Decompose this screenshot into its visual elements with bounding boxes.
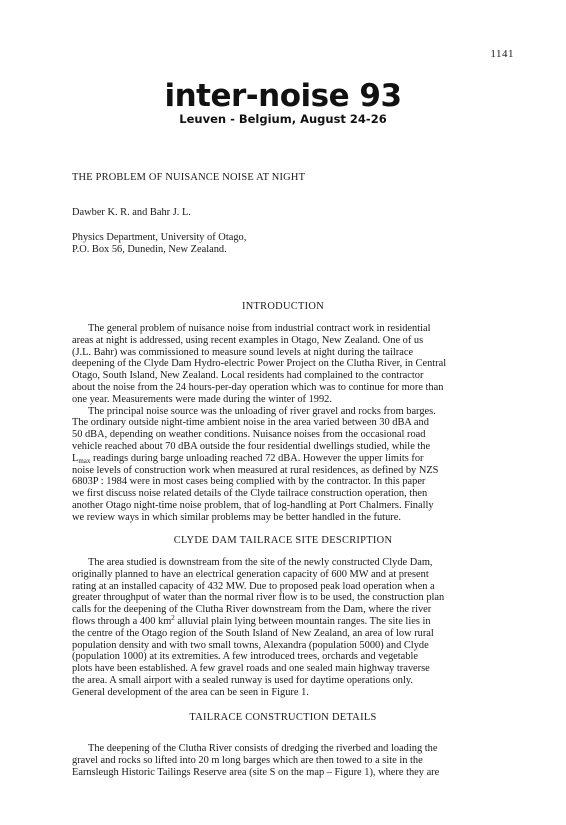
text-line: 50 dBA, depending on weather conditions. Nuisance noises from the occasional road — [72, 429, 426, 441]
text-line: we first discuss noise related details of the Clyde tailrace construction operation, then — [72, 488, 428, 500]
text-line: gravel and rocks so lifted into 20 m long barges which are then towed to a site in the — [72, 754, 423, 766]
lmax-subscript: max — [78, 456, 91, 465]
text-line: The principal noise source was the unloading of river gravel and rocks from barges. — [88, 405, 436, 417]
text-line: another Otago night-time noise problem, that of log-handling at Port Chalmers. Finally — [72, 499, 434, 511]
text-line: The ordinary outside night-time ambient noise in the area varied between 30 dBA and — [72, 417, 429, 429]
text-line: General development of the area can be seen in Figure 1. — [72, 686, 309, 698]
paper-authors: Dawber K. R. and Bahr J. L. — [72, 207, 191, 218]
text-line: greater throughput of water than the normal river flow is to be used, the construction plan — [72, 592, 445, 604]
text-line: one year. Measurements were made during the winter of 1992. — [72, 393, 332, 405]
text-line: (J.L. Bahr) was commissioned to measure sound levels at night during the tailrace — [72, 346, 414, 358]
text-line: originally planned to have an electrical generation capacity of 600 MW and at present — [72, 568, 429, 580]
text-line: rating at an installed capacity of 432 MW. Due to proposed peak load operation when a — [72, 580, 435, 592]
section-heading-tailrace: TAILRACE CONSTRUCTION DETAILS — [189, 712, 377, 723]
text-line: (population 1000) at its extremities. A few introduced trees, orchards and vegetable — [72, 651, 418, 663]
text-line: plots have been established. A few gravel roads and one sealed main highway traverse — [72, 663, 430, 675]
introduction-body — [72, 323, 492, 524]
affiliation-line: Physics Department, University of Otago, — [72, 232, 247, 243]
text-line-lmax — [72, 453, 492, 465]
text-line: about the noise from the 24 hours-per-day operation which was to continue for more than — [72, 381, 444, 393]
text-line-rest: alluvial plain lying between mountain ranges. The site lies in — [174, 615, 431, 627]
conference-subtitle: Leuven - Belgium, August 24-26 — [179, 112, 387, 126]
conference-logo: inter-noise 93 — [164, 78, 402, 114]
km2-superscript: 2 — [171, 613, 175, 622]
text-line: deepening of the Clyde Dam Hydro-electric Power Project on the Clutha River, in Central — [72, 358, 447, 370]
text-line: The general problem of nuisance noise from industrial contract work in residential — [88, 323, 431, 334]
site-body — [72, 557, 492, 699]
lmax-symbol: L — [72, 452, 79, 464]
text-line-start: flows through a 400 km — [72, 615, 172, 627]
text-line: calls for the deepening of the Clutha River downstream from the Dam, where the river — [72, 604, 432, 616]
paper-title: THE PROBLEM OF NUISANCE NOISE AT NIGHT — [72, 172, 306, 183]
paper-affiliation — [72, 232, 492, 257]
section-heading-site: CLYDE DAM TAILRACE SITE DESCRIPTION — [173, 535, 393, 546]
text-line: Earnsleugh Historic Tailings Reserve area (site S on the map – Figure 1), where they are — [72, 766, 440, 778]
affiliation-line: P.O. Box 56, Dunedin, New Zealand. — [72, 244, 227, 256]
text-line-km2 — [72, 613, 492, 628]
text-line: the centre of the Otago region of the South Island of New Zealand, an area of low rural — [72, 627, 434, 639]
text-line-rest: readings during barge unloading reached 72 dBA. However the upper limits for — [90, 452, 424, 464]
page-number: 1141 — [490, 48, 514, 60]
tailrace-body — [72, 743, 492, 778]
text-line: Otago, South Island, New Zealand. Local residents had complained to the contractor — [72, 370, 424, 382]
text-line: the area. A small airport with a sealed runway is used for daytime operations only. — [72, 674, 413, 686]
section-heading-introduction: INTRODUCTION — [241, 301, 325, 312]
text-line: we review ways in which similar problems may be better handled in the future. — [72, 511, 401, 523]
text-line: areas at night is addressed, using recent examples in Otago, New Zealand. One of us — [72, 334, 424, 346]
text-line: vehicle reached about 70 dBA outside the four residential dwellings studied, while the — [72, 440, 431, 452]
text-line: noise levels of construction work when measured at rural residences, as defined by NZS — [72, 464, 439, 476]
text-line: The deepening of the Clutha River consists of dredging the riverbed and loading the — [88, 743, 438, 754]
text-line: population density and with two small towns, Alexandra (population 5000) and Clyde — [72, 639, 429, 651]
text-line: The area studied is downstream from the site of the newly constructed Clyde Dam, — [88, 557, 433, 568]
text-line: 6803P : 1984 were in most cases being complied with by the contractor. In this paper — [72, 476, 426, 488]
